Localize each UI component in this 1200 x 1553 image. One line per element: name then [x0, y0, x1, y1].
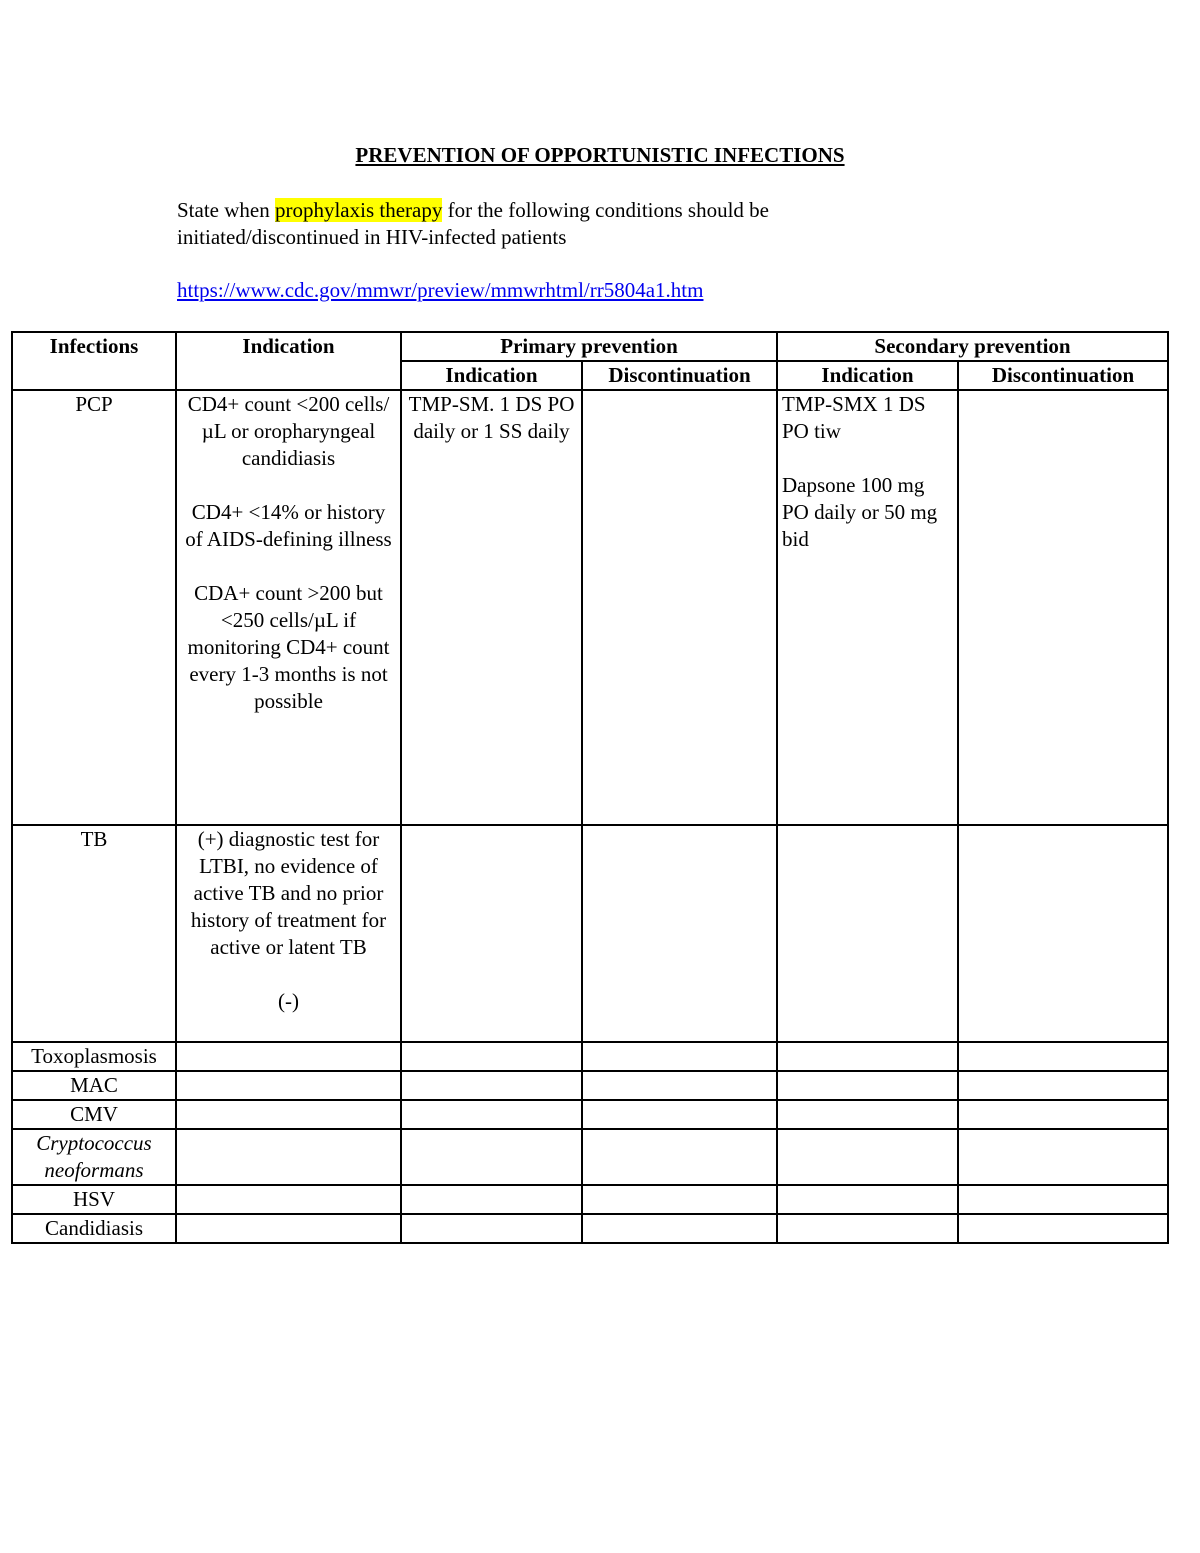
header-infections: Infections [12, 332, 176, 390]
secondary-discontinuation-cell[interactable] [958, 1129, 1168, 1185]
instructions-text-start: State when [177, 198, 275, 222]
primary-discontinuation-cell[interactable] [582, 1185, 777, 1214]
table-row-candidiasis [12, 1214, 1168, 1243]
primary-discontinuation-cell[interactable] [582, 1071, 777, 1100]
primary-discontinuation-cell[interactable] [582, 1129, 777, 1185]
infection-name: Cryptococcus neoformans [12, 1129, 176, 1185]
instructions-paragraph [177, 197, 937, 251]
header-secondary-prevention: Secondary prevention [777, 332, 1168, 361]
primary-indication-cell[interactable] [401, 1042, 582, 1071]
infection-name: HSV [12, 1185, 176, 1214]
page-title: PREVENTION OF OPPORTUNISTIC INFECTIONS [355, 143, 845, 167]
indication-cell[interactable] [176, 1100, 401, 1129]
header-secondary-discontinuation: Discontinuation [958, 361, 1168, 390]
primary-indication-cell: TMP-SM. 1 DS PO daily or 1 SS daily [401, 390, 582, 825]
indication-cell: (+) diagnostic test for LTBI, no evidence of active TB and no prior history of treatment for active or latent TB (-) [176, 825, 401, 1042]
table-row-mac [12, 1071, 1168, 1100]
primary-indication-cell[interactable] [401, 825, 582, 1042]
infection-name: PCP [12, 390, 176, 825]
instructions-text-end: for the following conditions should be initiated/discontinued in HIV-infected patients [177, 198, 769, 249]
header-secondary-indication: Indication [777, 361, 958, 390]
primary-indication-cell[interactable] [401, 1185, 582, 1214]
indication-cell: CD4+ count <200 cells/µL or oropharyngeal candidiasis CD4+ <14% or history of AIDS-defining illness CDA+ count >200 but <250 cells/µL if monitoring CD4+ count every 1-3 months is not possible [176, 390, 401, 825]
header-indication: Indication [176, 332, 401, 390]
indication-cell[interactable] [176, 1129, 401, 1185]
primary-discontinuation-cell[interactable] [582, 1214, 777, 1243]
infection-name: Candidiasis [12, 1214, 176, 1243]
table-row-hsv [12, 1185, 1168, 1214]
secondary-indication-cell[interactable] [777, 1185, 958, 1214]
infection-name: MAC [12, 1071, 176, 1100]
secondary-discontinuation-cell[interactable] [958, 1042, 1168, 1071]
secondary-discontinuation-cell[interactable] [958, 1071, 1168, 1100]
secondary-discontinuation-cell[interactable] [958, 1100, 1168, 1129]
table-row-pcp [12, 390, 1168, 825]
header-primary-discontinuation: Discontinuation [582, 361, 777, 390]
secondary-discontinuation-cell[interactable] [958, 825, 1168, 1042]
indication-cell[interactable] [176, 1071, 401, 1100]
header-primary-prevention: Primary prevention [401, 332, 777, 361]
table-row-tb [12, 825, 1168, 1042]
indication-cell[interactable] [176, 1042, 401, 1071]
secondary-discontinuation-cell[interactable] [958, 390, 1168, 825]
primary-indication-cell[interactable] [401, 1129, 582, 1185]
primary-discontinuation-cell[interactable] [582, 1100, 777, 1129]
primary-indication-cell[interactable] [401, 1214, 582, 1243]
secondary-indication-cell[interactable] [777, 1129, 958, 1185]
secondary-indication-cell: TMP-SMX 1 DS PO tiw Dapsone 100 mg PO daily or 50 mg bid [777, 390, 958, 825]
secondary-indication-cell[interactable] [777, 1214, 958, 1243]
primary-indication-cell[interactable] [401, 1071, 582, 1100]
table-row-cmv [12, 1100, 1168, 1129]
cdc-reference-link[interactable]: https://www.cdc.gov/mmwr/preview/mmwrhtml/rr5804a1.htm [177, 278, 704, 302]
secondary-discontinuation-cell[interactable] [958, 1185, 1168, 1214]
header-primary-indication: Indication [401, 361, 582, 390]
primary-indication-cell[interactable] [401, 1100, 582, 1129]
secondary-discontinuation-cell[interactable] [958, 1214, 1168, 1243]
secondary-indication-cell[interactable] [777, 825, 958, 1042]
indication-cell[interactable] [176, 1214, 401, 1243]
infection-name: Toxoplasmosis [12, 1042, 176, 1071]
indication-cell[interactable] [176, 1185, 401, 1214]
primary-discontinuation-cell[interactable] [582, 1042, 777, 1071]
infection-name: CMV [12, 1100, 176, 1129]
table-row-cryptococcus [12, 1129, 1168, 1185]
table-row-toxoplasmosis [12, 1042, 1168, 1071]
secondary-indication-cell[interactable] [777, 1042, 958, 1071]
prevention-table [11, 331, 1169, 1244]
secondary-indication-cell[interactable] [777, 1071, 958, 1100]
highlighted-phrase: prophylaxis therapy [274, 198, 443, 222]
secondary-indication-cell[interactable] [777, 1100, 958, 1129]
primary-discontinuation-cell[interactable] [582, 390, 777, 825]
infection-name: TB [12, 825, 176, 1042]
primary-discontinuation-cell[interactable] [582, 825, 777, 1042]
